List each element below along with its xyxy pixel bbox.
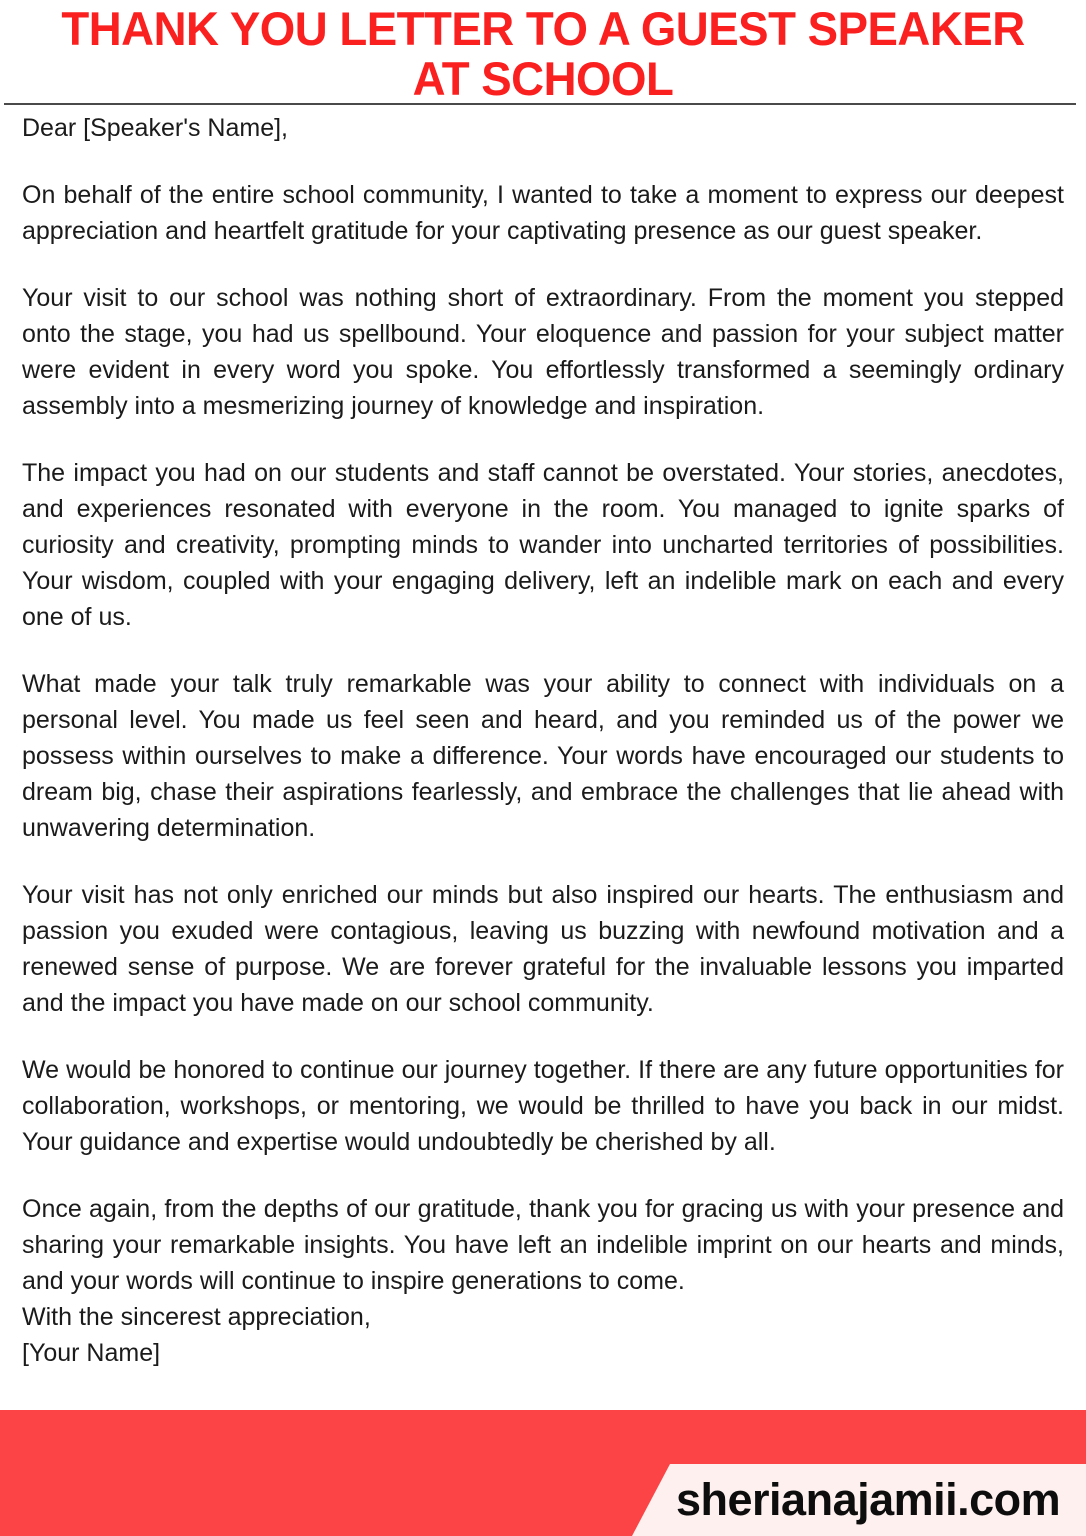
letter-paragraph-5: Your visit has not only enriched our minds but also inspired our hearts. The enthusiasm and passion you exuded were contagious, leaving us buzzing with newfound motivation and a renewed sense of purpose. We are forever grateful for the invaluable lessons you imparted and the impact you have made on our school community.	[22, 881, 1064, 1017]
footer-band	[0, 1410, 1086, 1536]
title-divider	[4, 103, 1076, 105]
letter-paragraph-6: We would be honored to continue our journey together. If there are any future opportunities for collaboration, workshops, or mentoring, we would be thrilled to have you back in our midst. Your guidance and expertise would undoubtedly be cherished by all.	[22, 1056, 1064, 1156]
footer-website-label: sherianajamii.com	[676, 1474, 1061, 1525]
salutation: Dear [Speaker's Name],	[22, 114, 288, 142]
letter-body	[22, 110, 1064, 1371]
letter-paragraph-1: On behalf of the entire school community, I wanted to take a moment to express our deepest appreciation and heartfelt gratitude for your captivating presence as our guest speaker.	[22, 181, 1064, 245]
letter-signature: [Your Name]	[22, 1339, 161, 1367]
letter-paragraph-3: The impact you had on our students and staff cannot be overstated. Your stories, anecdotes, and experiences resonated with everyone in the room. You managed to ignite sparks of curiosity and creativity, prompting minds to wander into uncharted territories of possibilities. Your wisdom, coupled with your engaging delivery, left an indelible mark on each and every one of us.	[22, 459, 1064, 631]
title-block	[0, 0, 1086, 104]
letter-paragraph-7: Once again, from the depths of our gratitude, thank you for gracing us with your presence and sharing your remarkable insights. You have left an indelible imprint on our hearts and minds, and your words will continue to inspire generations to come.	[22, 1195, 1064, 1295]
letter-paragraph-2: Your visit to our school was nothing short of extraordinary. From the moment you stepped onto the stage, you had us spellbound. Your eloquence and passion for your subject matter were evident in every word you spoke. You effortlessly transformed a seemingly ordinary assembly into a mesmerizing journey of knowledge and inspiration.	[22, 284, 1064, 420]
letter-paragraph-4: What made your talk truly remarkable was your ability to connect with individuals on a personal level. You made us feel seen and heard, and you reminded us of the power we possess within ourselves to make a difference. Your words have encouraged our students to dream big, chase their aspirations fearlessly, and embrace the challenges that lie ahead with unwavering determination.	[22, 670, 1064, 842]
letter-closing: With the sincerest appreciation,	[22, 1303, 371, 1331]
page-title: THANK YOU LETTER TO A GUEST SPEAKER AT SCHOOL	[61, 2, 1025, 105]
